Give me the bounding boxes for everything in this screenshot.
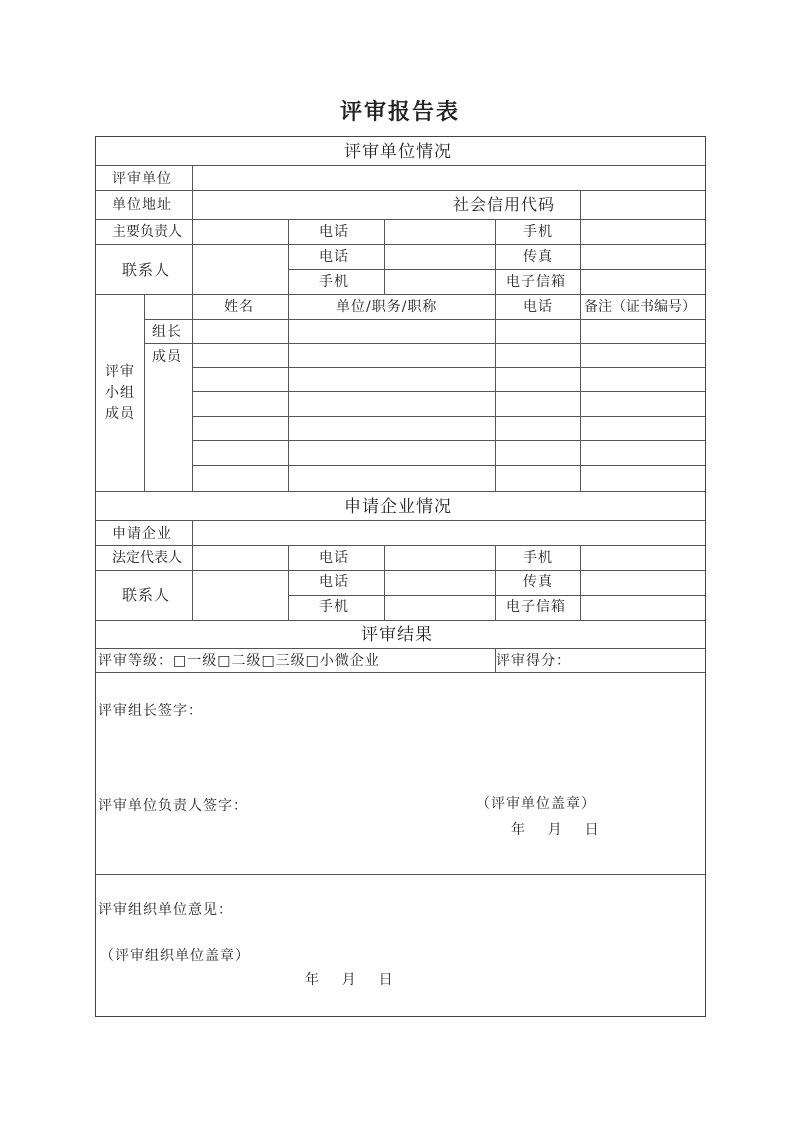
row-divider — [96, 219, 705, 220]
row-divider — [192, 440, 705, 441]
reviewer-address-label: 单位地址 — [112, 197, 172, 213]
team-header-remark: 备注（证书编号） — [584, 299, 696, 315]
row-divider — [192, 367, 705, 368]
applicant-fax-label: 传真 — [523, 574, 553, 590]
col-divider — [580, 219, 581, 294]
col-divider — [580, 190, 581, 219]
col-divider — [384, 219, 385, 294]
applicant-company-label: 申请企业 — [112, 526, 172, 542]
col-divider — [192, 165, 193, 219]
row-divider — [96, 570, 705, 571]
org-opinion-label: 评审组织单位意见： — [98, 902, 233, 918]
col-divider — [192, 219, 193, 294]
team-header-name: 姓名 — [224, 299, 254, 315]
col-divider — [495, 545, 496, 620]
row-divider — [96, 244, 705, 245]
row-divider — [144, 343, 705, 344]
section-title-reviewer: 评审单位情况 — [344, 142, 452, 162]
row-divider — [192, 465, 705, 466]
row-divider — [96, 294, 705, 295]
row-divider — [96, 165, 705, 166]
col-divider — [495, 294, 496, 491]
date-line-2: 年 月 日 — [305, 972, 394, 988]
col-divider — [192, 520, 193, 545]
col-divider — [495, 219, 496, 294]
col-divider — [192, 545, 193, 620]
row-divider — [288, 269, 705, 270]
col-divider — [192, 294, 193, 491]
col-divider — [144, 294, 145, 491]
leader-signature-label: 评审组长签字： — [98, 703, 203, 719]
row-divider — [288, 595, 705, 596]
row-divider — [96, 648, 705, 649]
row-divider — [96, 520, 705, 521]
team-leader-label: 组长 — [152, 324, 182, 340]
row-divider — [192, 416, 705, 417]
reviewer-contact-label: 联系人 — [122, 261, 171, 279]
row-divider — [192, 391, 705, 392]
row-divider — [96, 672, 705, 673]
date-line-1: 年 月 日 — [511, 822, 600, 838]
row-divider — [96, 620, 705, 621]
applicant-email-label: 电子信箱 — [506, 599, 566, 615]
applicant-contact-mobile-label: 手机 — [319, 599, 349, 615]
row-divider — [96, 874, 705, 875]
col-divider — [288, 294, 289, 491]
row-divider — [144, 319, 705, 320]
team-header-phone: 电话 — [523, 299, 553, 315]
col-divider — [288, 219, 289, 294]
row-divider — [96, 190, 705, 191]
team-header-unit: 单位/职务/职称 — [336, 299, 438, 315]
score-label: 评审得分： — [496, 653, 571, 669]
reviewer-contact-phone-label: 电话 — [319, 249, 349, 265]
col-divider — [384, 545, 385, 620]
applicant-legal-mobile-label: 手机 — [523, 550, 553, 566]
col-divider — [288, 545, 289, 620]
org-seal-label: （评审组织单位盖章） — [100, 948, 250, 964]
grade-options: 评审等级：□一级□二级□三级□小微企业 — [98, 653, 380, 669]
reviewer-seal-label: （评审单位盖章） — [476, 796, 596, 812]
applicant-contact-phone-label: 电话 — [319, 574, 349, 590]
reviewer-fax-label: 传真 — [523, 249, 553, 265]
applicant-legal-phone-label: 电话 — [319, 550, 349, 566]
reviewer-contact-mobile-label: 手机 — [319, 274, 349, 290]
section-title-applicant: 申请企业情况 — [344, 497, 452, 517]
reviewer-unit-label: 评审单位 — [112, 171, 172, 187]
reviewer-email-label: 电子信箱 — [506, 274, 566, 290]
reviewer-head-label: 主要负责人 — [112, 224, 182, 240]
legal-rep-label: 法定代表人 — [112, 550, 182, 566]
section-title-result: 评审结果 — [361, 625, 433, 645]
unit-head-signature-label: 评审单位负责人签字： — [98, 798, 248, 814]
team-group-label: 评审 小组 成员 — [105, 364, 135, 422]
reviewer-head-mobile-label: 手机 — [523, 224, 553, 240]
credit-code-label: 社会信用代码 — [453, 195, 556, 214]
reviewer-head-phone-label: 电话 — [319, 224, 349, 240]
applicant-contact-label: 联系人 — [122, 586, 171, 604]
review-report-form — [95, 136, 706, 1017]
page-title: 评审报告表 — [339, 99, 460, 125]
col-divider — [580, 545, 581, 620]
row-divider — [96, 491, 705, 492]
col-divider — [580, 294, 581, 491]
row-divider — [96, 545, 705, 546]
team-member-label: 成员 — [152, 349, 182, 365]
